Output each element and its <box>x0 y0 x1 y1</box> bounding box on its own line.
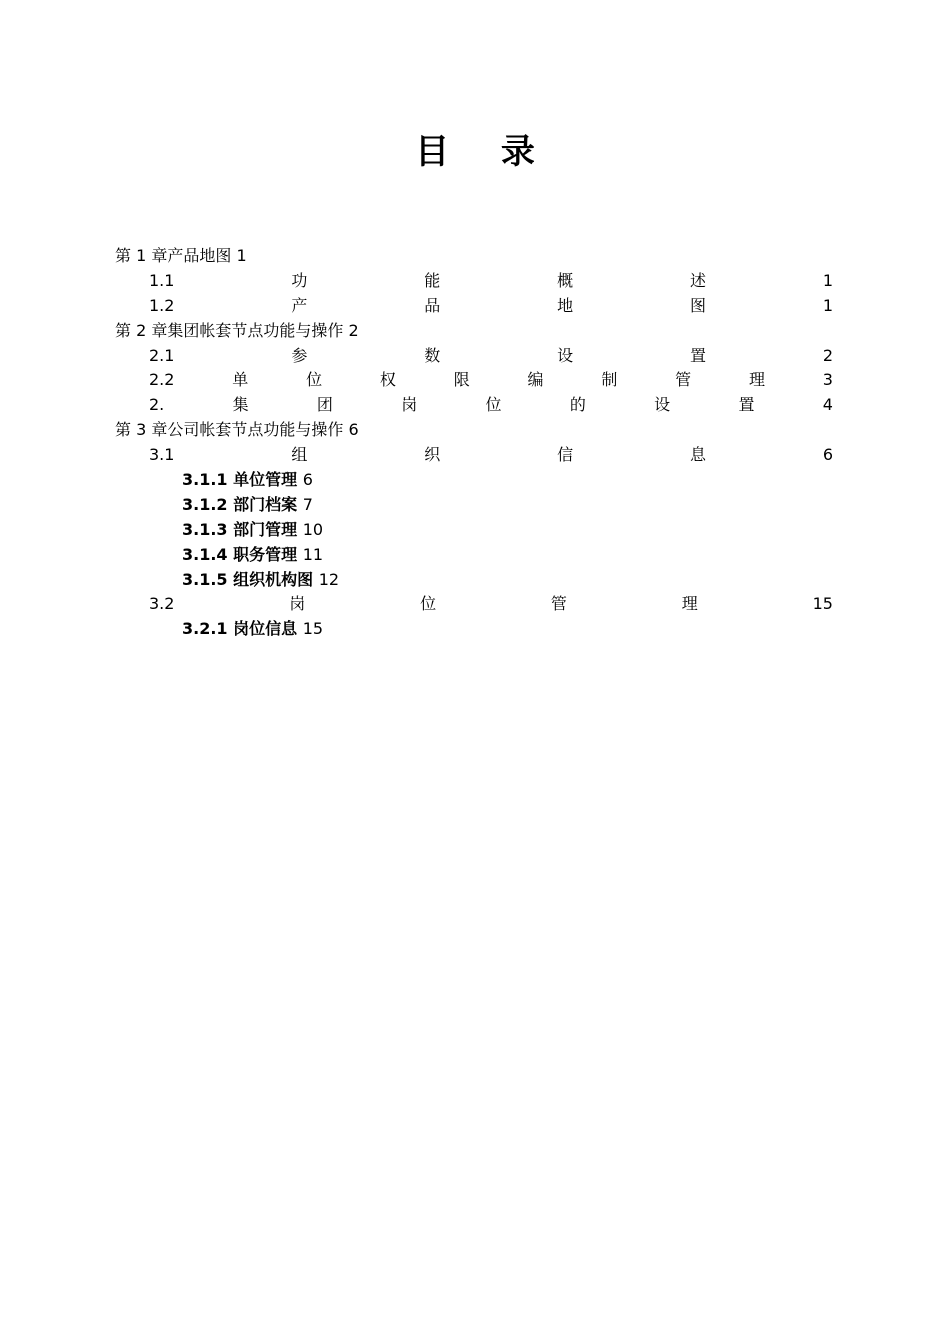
toc-page-number: 6 <box>302 470 313 490</box>
toc-section-1-1[interactable] <box>115 269 833 294</box>
toc-char: 图 <box>689 295 706 315</box>
toc-label: 第 1 章产品地图 <box>115 246 232 265</box>
toc-char: 制 <box>601 370 618 390</box>
toc-section-2-1[interactable] <box>115 344 833 369</box>
toc-char: 功 <box>291 270 308 290</box>
toc-char: 集 <box>232 395 249 415</box>
toc-page-number: 2 <box>822 345 833 365</box>
toc-char: 的 <box>569 395 586 415</box>
toc-section-3-1[interactable] <box>115 443 833 468</box>
toc-char: 岗 <box>289 594 306 614</box>
toc-page-number: 2 <box>348 320 359 340</box>
toc-char: 能 <box>424 270 441 290</box>
toc-label: 3.1.1 单位管理 <box>182 470 298 490</box>
toc-page-number: 1 <box>822 295 833 315</box>
toc-char: 概 <box>557 270 574 290</box>
toc-page-number: 11 <box>302 544 324 564</box>
toc-char: 管 <box>675 370 692 390</box>
toc-section-3-2[interactable] <box>115 592 833 617</box>
toc-page-number: 1 <box>822 270 833 290</box>
toc-page-number: 1 <box>236 246 247 265</box>
toc-page-number: 15 <box>302 619 324 639</box>
toc-char: 参 <box>291 345 308 365</box>
toc-char: 置 <box>738 395 755 415</box>
toc-page-number: 6 <box>822 445 833 465</box>
toc-char: 位 <box>306 370 323 390</box>
toc-subsection-3-1-5[interactable] <box>115 568 833 593</box>
toc-char: 组 <box>291 445 308 465</box>
toc-char: 单 <box>232 370 249 390</box>
toc-label: 第 3 章公司帐套节点功能与操作 <box>115 420 344 440</box>
toc-char: 息 <box>689 445 706 465</box>
toc-number: 2.1 <box>149 345 175 365</box>
toc-char: 设 <box>654 395 671 415</box>
toc-char: 管 <box>550 594 567 614</box>
toc-char: 岗 <box>401 395 418 415</box>
toc-char: 位 <box>485 395 502 415</box>
toc-page-number: 10 <box>302 519 324 539</box>
toc-char: 信 <box>557 445 574 465</box>
toc-char: 数 <box>424 345 441 365</box>
toc-section-1-2[interactable] <box>115 294 833 319</box>
toc-number: 1.2 <box>149 295 175 315</box>
toc-char: 置 <box>689 345 706 365</box>
toc-page-number: 4 <box>822 395 833 415</box>
toc-section-2-3[interactable] <box>115 393 833 418</box>
toc-number: 3.2 <box>149 594 175 614</box>
toc-page-number: 3 <box>822 370 833 390</box>
toc-subsection-3-1-3[interactable] <box>115 518 833 543</box>
toc-chapter-3[interactable] <box>115 418 833 443</box>
page-title: 目 录 <box>415 132 555 172</box>
toc-number: 3.1 <box>149 445 175 465</box>
toc-label: 第 2 章集团帐套节点功能与操作 <box>115 320 344 340</box>
toc-char: 理 <box>681 594 698 614</box>
toc-char: 理 <box>748 370 765 390</box>
toc-number: 1.1 <box>149 270 175 290</box>
toc-subsection-3-1-1[interactable] <box>115 468 833 493</box>
toc-page-number: 12 <box>318 569 340 589</box>
table-of-contents <box>115 244 833 642</box>
toc-number: 2. <box>149 395 165 415</box>
toc-number: 2.2 <box>149 370 175 390</box>
toc-label: 3.1.2 部门档案 <box>182 494 298 514</box>
toc-label: 3.1.4 职务管理 <box>182 544 298 564</box>
toc-label: 3.2.1 岗位信息 <box>182 619 298 639</box>
toc-char: 织 <box>424 445 441 465</box>
toc-chapter-2[interactable] <box>115 319 833 344</box>
toc-char: 权 <box>379 370 396 390</box>
toc-char: 设 <box>557 345 574 365</box>
toc-char: 团 <box>316 395 333 415</box>
toc-page-number: 7 <box>302 494 313 514</box>
toc-page-number: 15 <box>812 594 833 614</box>
toc-page-number: 6 <box>348 420 359 440</box>
toc-char: 产 <box>291 295 308 315</box>
toc-char: 地 <box>557 295 574 315</box>
toc-chapter-1[interactable] <box>115 244 833 269</box>
toc-subsection-3-2-1[interactable] <box>115 617 833 642</box>
toc-subsection-3-1-2[interactable] <box>115 493 833 518</box>
toc-char: 述 <box>689 270 706 290</box>
toc-section-2-2[interactable] <box>115 368 833 393</box>
toc-label: 3.1.3 部门管理 <box>182 519 298 539</box>
toc-char: 编 <box>527 370 544 390</box>
toc-char: 限 <box>453 370 470 390</box>
toc-char: 品 <box>424 295 441 315</box>
toc-label: 3.1.5 组织机构图 <box>182 569 314 589</box>
toc-subsection-3-1-4[interactable] <box>115 543 833 568</box>
toc-char: 位 <box>420 594 437 614</box>
